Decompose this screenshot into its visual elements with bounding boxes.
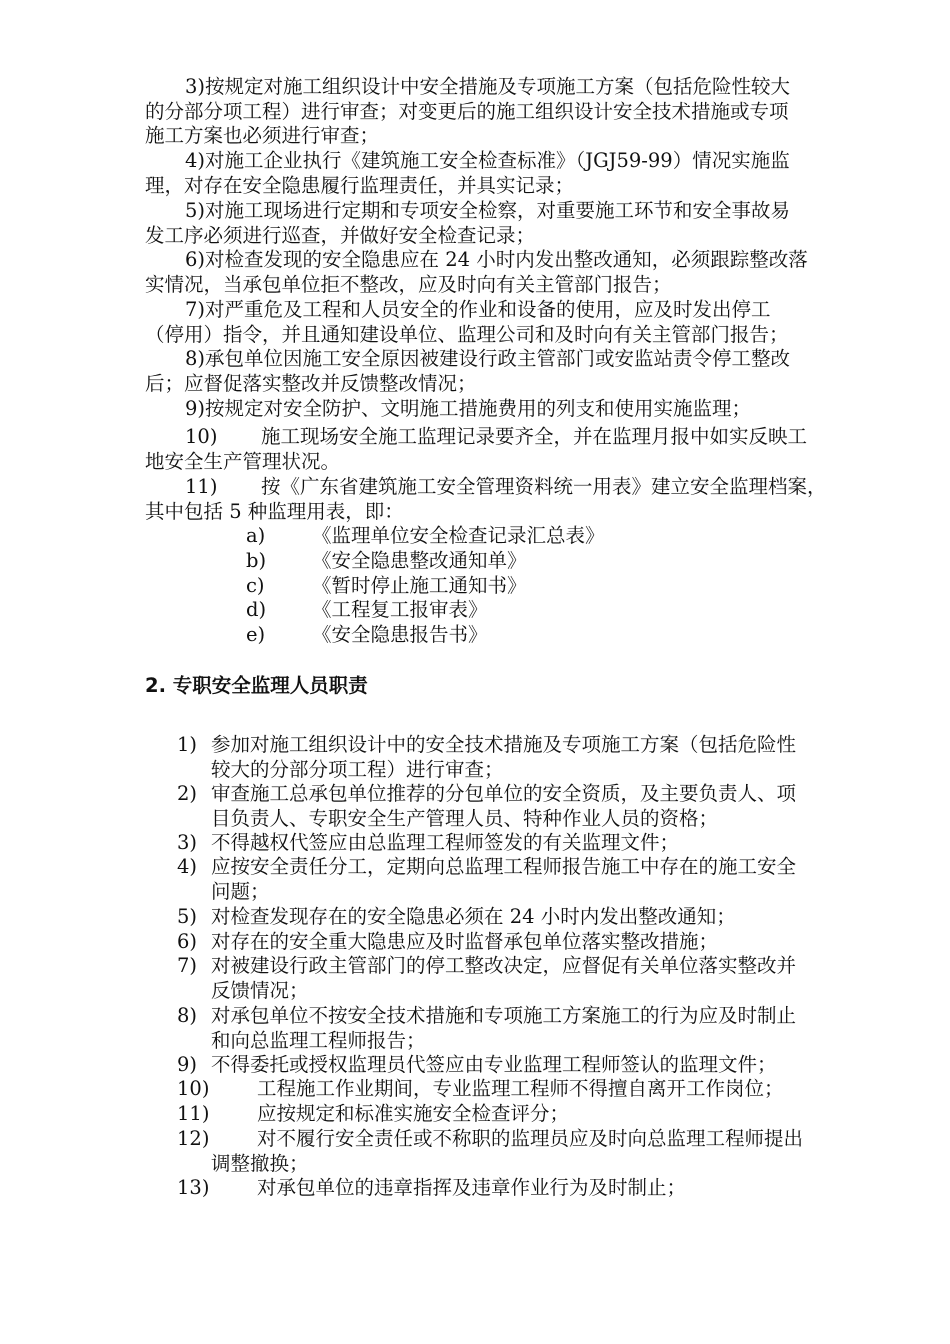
item-text: 按规定对安全防护、文明施工措施费用的列支和使用实施监理； [205, 397, 752, 420]
item-number: 10) [185, 425, 218, 448]
item-text: 其中包括 5 种监理用表，即： [145, 499, 404, 523]
item-number: 9) [185, 397, 206, 420]
duty-item [177, 855, 897, 904]
item-text: 施工现场安全施工监理记录要齐全，并在监理月报中如实反映工 [261, 425, 808, 448]
item-text: 发工序必须进行巡查，并做好安全检查记录； [145, 223, 536, 247]
item-number: 12) [177, 1127, 210, 1150]
item-number: 8) [177, 1004, 198, 1027]
paragraph-item-9 [145, 397, 915, 422]
item-number: 5) [177, 905, 198, 928]
duty-item [177, 905, 897, 930]
item-text: 较大的分部分项工程）进行审查； [211, 757, 504, 781]
form-letter: d) [246, 598, 267, 621]
paragraph-item-7 [145, 298, 915, 347]
form-letter: c) [246, 574, 265, 597]
item-text: 应按安全责任分工，定期向总监理工程师报告施工中存在的施工安全 [211, 855, 797, 878]
form-name: 《工程复工报审表》 [312, 598, 488, 621]
form-name: 《暂时停止施工通知书》 [312, 574, 527, 597]
item-text: 对不履行安全责任或不称职的监理员应及时向总监理工程师提出 [257, 1127, 804, 1150]
duty-item [177, 1004, 897, 1053]
form-list-item [246, 524, 605, 549]
item-text: 对承包单位不按安全技术措施和专项施工方案施工的行为应及时制止 [211, 1004, 797, 1027]
paragraph-item-6 [145, 248, 915, 297]
form-name: 《安全隐患整改通知单》 [312, 549, 527, 572]
item-text: 按规定对施工组织设计中安全措施及专项施工方案（包括危险性较大 [205, 75, 791, 98]
form-letter: a) [246, 524, 266, 547]
duty-item [177, 831, 897, 856]
item-number: 4) [185, 149, 206, 172]
paragraph-item-10 [145, 425, 915, 474]
item-number: 3) [177, 831, 198, 854]
duty-item [177, 1053, 897, 1078]
form-list-item [246, 598, 488, 623]
item-number: 5) [185, 199, 206, 222]
duty-item [177, 733, 897, 782]
duty-item [177, 1102, 897, 1127]
item-text: 工程施工作业期间，专业监理工程师不得擅自离开工作岗位； [257, 1077, 784, 1100]
item-text: 后；应督促落实整改并反馈整改情况； [145, 371, 477, 395]
form-list-item [246, 549, 527, 574]
item-number: 10) [177, 1077, 210, 1100]
item-text: 不得委托或授权监理员代签应由专业监理工程师签认的监理文件； [211, 1053, 777, 1076]
paragraph-item-8 [145, 347, 915, 396]
item-number: 8) [185, 347, 206, 370]
item-text: 对承包单位的违章指挥及违章作业行为及时制止； [257, 1176, 687, 1199]
item-text: 施工方案也必须进行审查； [145, 124, 380, 147]
paragraph-item-4 [145, 149, 915, 198]
item-text: 地安全生产管理状况。 [145, 449, 341, 473]
item-number: 13) [177, 1176, 210, 1199]
item-number: 9) [177, 1053, 198, 1076]
duty-item [177, 782, 897, 831]
item-text: 对严重危及工程和人员安全的作业和设备的使用，应及时发出停工 [205, 298, 771, 321]
item-text: （停用）指令，并且通知建设单位、监理公司和及时向有关主管部门报告； [145, 322, 789, 346]
item-text: 反馈情况； [211, 978, 309, 1002]
item-number: 4) [177, 855, 198, 878]
item-text: 实情况，当承包单位拒不整改，应及时向有关主管部门报告； [145, 272, 672, 296]
paragraph-item-11 [145, 475, 915, 524]
form-letter: b) [246, 549, 267, 572]
paragraph-item-3 [145, 75, 915, 149]
duty-item [177, 930, 897, 955]
item-text: 按《广东省建筑施工安全管理资料统一用表》建立安全监理档案， [261, 475, 827, 498]
item-text: 和向总监理工程师报告； [211, 1028, 426, 1052]
form-name: 《监理单位安全检查记录汇总表》 [312, 524, 605, 547]
item-text: 调整撤换； [211, 1151, 309, 1175]
item-number: 6) [177, 930, 198, 953]
item-text: 对检查发现的安全隐患应在 24 小时内发出整改通知，必须跟踪整改落 [205, 248, 808, 271]
item-text: 参加对施工组织设计中的安全技术措施及专项施工方案（包括危险性 [211, 733, 797, 756]
item-text: 对检查发现存在的安全隐患必须在 24 小时内发出整改通知； [211, 905, 736, 928]
item-number: 2) [177, 782, 198, 805]
item-text: 对施工现场进行定期和专项安全检察，对重要施工环节和安全事故易 [205, 199, 791, 222]
item-text: 不得越权代签应由总监理工程师签发的有关监理文件； [211, 831, 680, 854]
item-text: 对施工企业执行《建筑施工安全检查标准》（JGJ59-99）情况实施监 [205, 149, 790, 172]
item-text: 对被建设行政主管部门的停工整改决定，应督促有关单位落实整改并 [211, 954, 797, 977]
item-text: 问题； [211, 879, 270, 903]
form-list-item [246, 574, 527, 599]
item-text: 理，对存在安全隐患履行监理责任，并具实记录； [145, 173, 575, 197]
item-text: 应按规定和标准实施安全检查评分； [257, 1102, 570, 1125]
duty-item [177, 1127, 897, 1176]
item-number: 7) [185, 298, 206, 321]
item-text: 对存在的安全重大隐患应及时监督承包单位落实整改措施； [211, 930, 719, 953]
item-text: 承包单位因施工安全原因被建设行政主管部门或安监站责令停工整改 [205, 347, 791, 370]
item-number: 1) [177, 733, 198, 756]
duty-item [177, 954, 897, 1003]
item-number: 11) [177, 1102, 210, 1125]
section-heading: 2. 专职安全监理人员职责 [145, 674, 368, 697]
item-number: 11) [185, 475, 218, 498]
item-text: 的分部分项工程）进行审查；对变更后的施工组织设计安全技术措施或专项 [145, 99, 789, 123]
form-name: 《安全隐患报告书》 [312, 623, 488, 646]
item-text: 目负责人、专职安全生产管理人员、特种作业人员的资格； [211, 806, 719, 830]
duty-item [177, 1176, 897, 1201]
duty-item [177, 1077, 897, 1102]
item-number: 7) [177, 954, 198, 977]
item-number: 6) [185, 248, 206, 271]
form-list-item [246, 623, 488, 648]
item-number: 3) [185, 75, 206, 98]
paragraph-item-5 [145, 199, 915, 248]
form-letter: e) [246, 623, 266, 646]
item-text: 审查施工总承包单位推荐的分包单位的安全资质，及主要负责人、项 [211, 782, 797, 805]
